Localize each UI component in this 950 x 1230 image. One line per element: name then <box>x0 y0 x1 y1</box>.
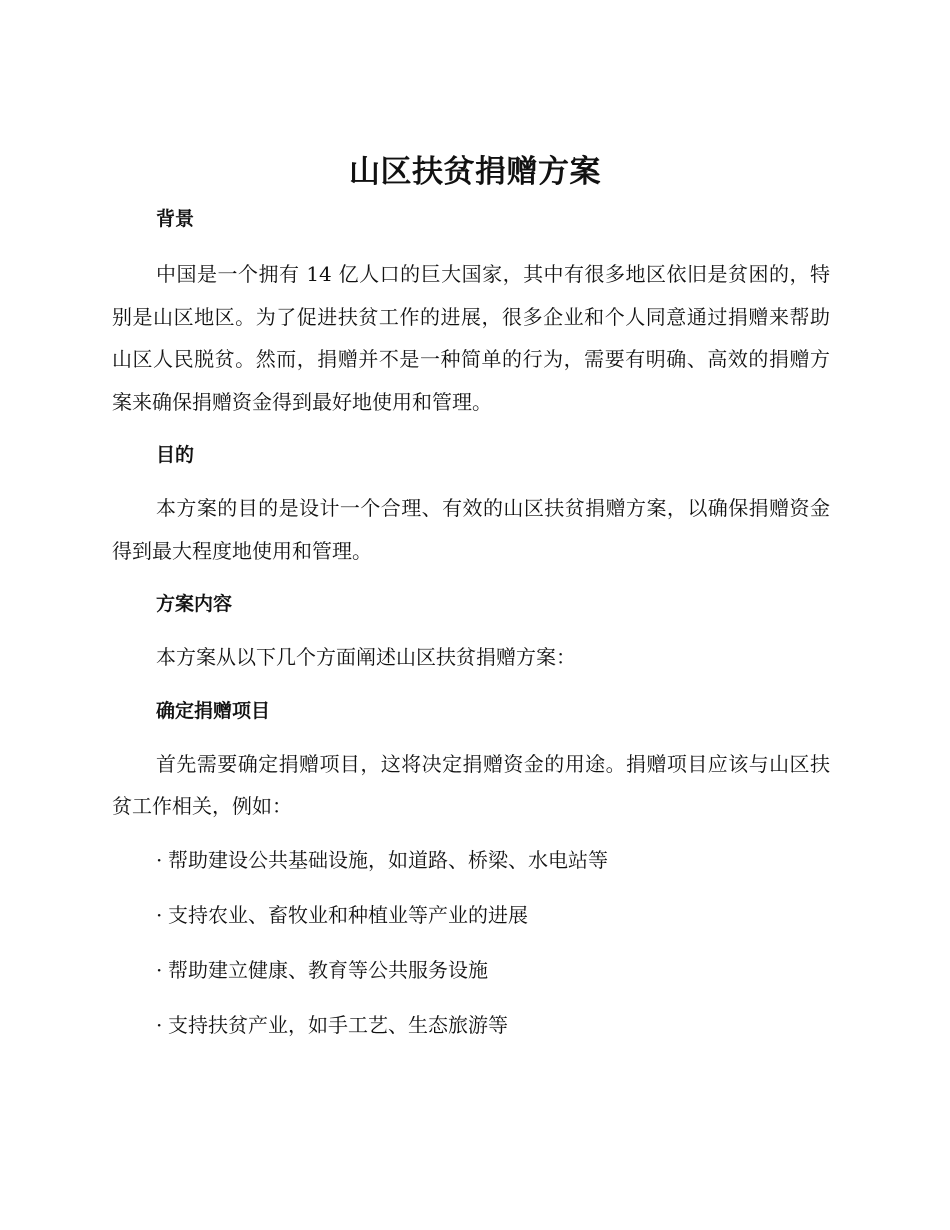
section-paragraph-projects: 首先需要确定捐赠项目，这将决定捐赠资金的用途。捐赠项目应该与山区扶贫工作相关，例如： <box>112 751 830 818</box>
section-heading-projects: 确定捐赠项目 <box>156 699 271 722</box>
list-item <box>112 949 830 991</box>
document-body <box>112 198 830 1059</box>
bullet-dot-icon: · <box>156 902 163 927</box>
bullet-dot-icon: · <box>156 957 163 982</box>
bullet-dot-icon: · <box>156 847 163 872</box>
section-paragraph-purpose: 本方案的目的是设计一个合理、有效的山区扶贫捐赠方案，以确保捐赠资金得到最大程度地使用和管理。 <box>112 496 830 563</box>
list-item-text: 支持农业、畜牧业和种植业等产业的进展 <box>168 902 528 927</box>
list-item-text: 帮助建设公共基础设施，如道路、桥梁、水电站等 <box>168 847 608 872</box>
list-item <box>112 894 830 936</box>
section-paragraph-content: 本方案从以下几个方面阐述山区扶贫捐赠方案： <box>156 645 576 669</box>
bullet-dot-icon: · <box>156 1012 163 1037</box>
section-paragraph-background: 中国是一个拥有 14 亿人口的巨大国家，其中有很多地区依旧是贫困的，特别是山区地区。为了促进扶贫工作的进展，很多企业和个人同意通过捐赠来帮助山区人民脱贫。然而，捐赠并不是一种简单的行为，需要有明确、高效的捐赠方案来确保捐赠资金得到最好地使用和管理。 <box>112 262 830 414</box>
list-item <box>112 1004 830 1046</box>
document-title: 山区扶贫捐赠方案 <box>349 154 601 190</box>
section-heading-background: 背景 <box>156 208 195 230</box>
list-item <box>112 839 830 881</box>
list-item-text: 帮助建立健康、教育等公共服务设施 <box>168 957 488 982</box>
section-heading-purpose: 目的 <box>156 444 195 466</box>
section-heading-content: 方案内容 <box>156 593 233 615</box>
project-list <box>112 839 830 1046</box>
list-item-text: 支持扶贫产业，如手工艺、生态旅游等 <box>168 1012 508 1037</box>
